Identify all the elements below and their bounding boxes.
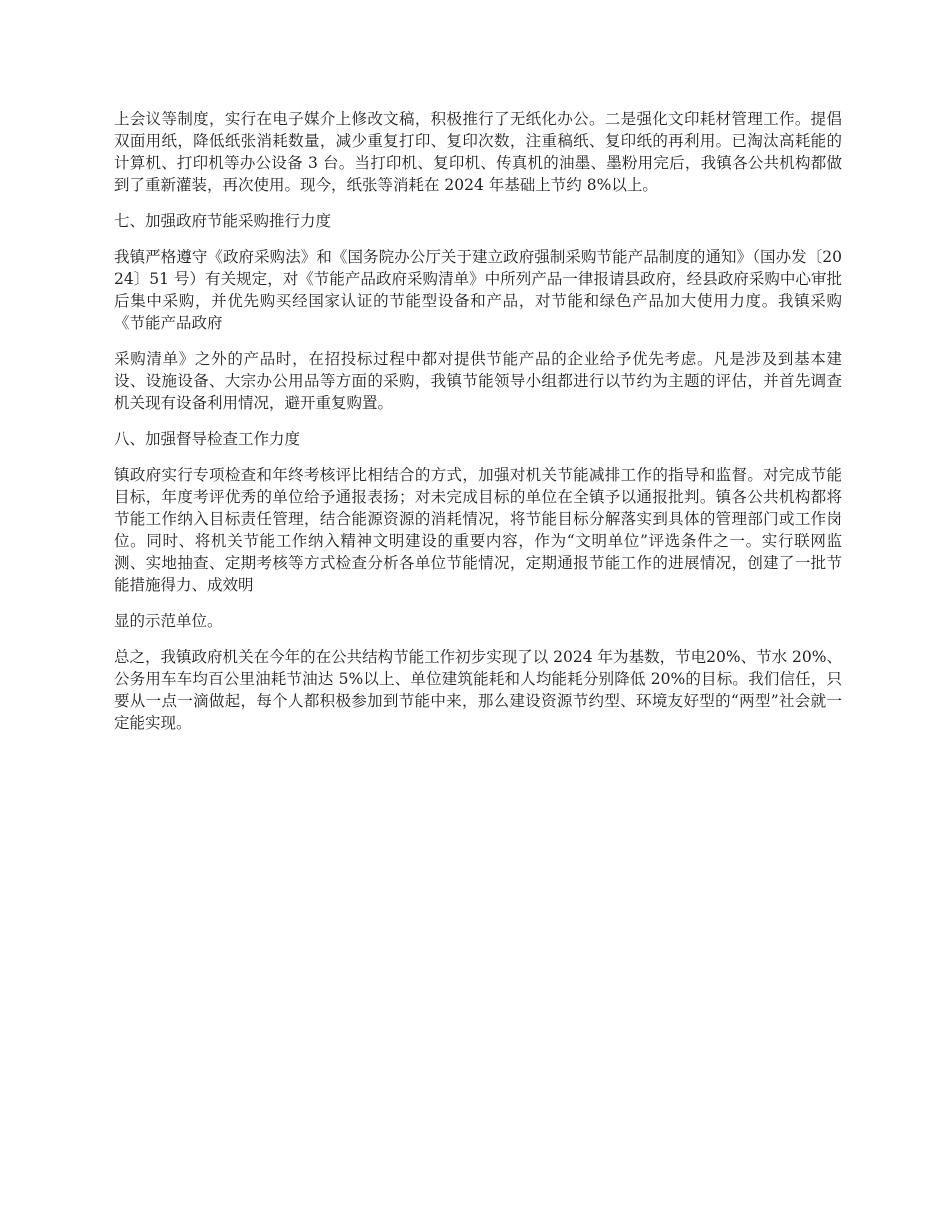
- paragraph-procurement-continued: 采购清单》之外的产品时，在招投标过程中都对提供节能产品的企业给予优先考虑。凡是涉及到基本建设、设施设备、大宗办公用品等方面的采购，我镇节能领导小组都进行以节约为主题的评估，并首先调查机关现有设备利用情况，避开重复购置。: [114, 350, 842, 412]
- paragraph-paper-saving: 上会议等制度，实行在电子媒介上修改文稿，积极推行了无纸化办公。二是强化文印耗材管理工作。提倡双面用纸，降低纸张消耗数量，减少重复打印、复印次数，注重稿纸、复印纸的再利用。已淘汰高耗能的计算机、打印机等办公设备 3 台。当打印机、复印机、传真机的油墨、墨粉用完后，我镇各公共机构都做到了重新灌装，再次使用。现今，纸张等消耗在 2024 年基础上节约 8%以上。: [114, 110, 842, 194]
- paragraph-supervision-continued: 显的示范单位。: [114, 612, 223, 630]
- paragraph-conclusion: 总之，我镇政府机关在今年的在公共结构节能工作初步实现了以 2024 年为基数，节电20%、节水 20%、公务用车车均百公里油耗节油达 5%以上、单位建筑能耗和人均能耗分别降低 20%的目标。我们信任，只要从一点一滴做起，每个人都积极参加到节能中来，那么建设资源节约型、环境友好型的“两型”社会就一定能实现。: [114, 648, 842, 732]
- paragraph-supervision: 镇政府实行专项检查和年终考核评比相结合的方式，加强对机关节能减排工作的指导和监督。对完成节能目标，年度考评优秀的单位给予通报表扬；对未完成目标的单位在全镇予以通报批判。镇各公共机构都将节能工作纳入目标责任管理，结合能源资源的消耗情况，将节能目标分解落实到具体的管理部门或工作岗位。同时、将机关节能工作纳入精神文明建设的重要内容，作为“文明单位”评选条件之一。实行联网监测、实地抽查、定期考核等方式检查分析各单位节能情况，定期通报节能工作的进展情况，创建了一批节能措施得力、成效明: [114, 466, 842, 594]
- section-heading-procurement: 七、加强政府节能采购推行力度: [114, 212, 332, 230]
- document-page: [114, 108, 842, 748]
- paragraph-procurement-rules: 我镇严格遵守《政府采购法》和《国务院办公厅关于建立政府强制采购节能产品制度的通知》（国办发〔2024〕51 号）有关规定，对《节能产品政府采购清单》中所列产品一律报请县政府，经县政府采购中心审批后集中采购，并优先购买经国家认证的节能型设备和产品，对节能和绿色产品加大使用力度。我镇采购《节能产品政府: [114, 248, 842, 332]
- section-heading-supervision: 八、加强督导检查工作力度: [114, 430, 301, 448]
